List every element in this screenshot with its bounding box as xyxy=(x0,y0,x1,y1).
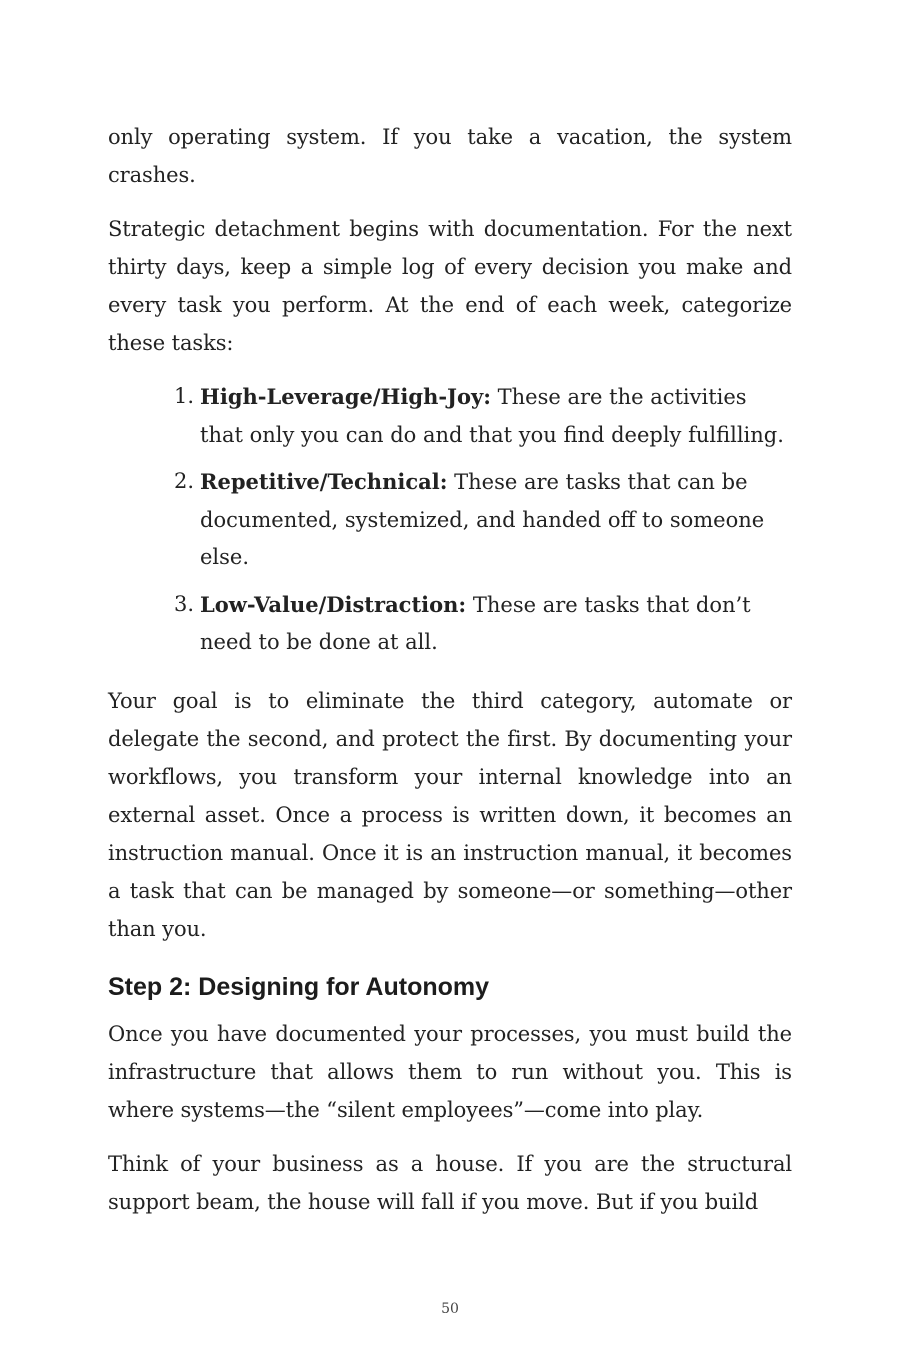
list-item-number: 3. xyxy=(174,591,195,616)
list-item-term: Low-Value/Distraction: xyxy=(200,591,467,617)
list-item-term: High-Leverage/High-Joy: xyxy=(200,384,491,409)
paragraph-infrastructure: Once you have documented your processes, you must build the infrastructure that allows them to run without you. This is where systems—the “silent employees”—come into play. xyxy=(108,1021,792,1122)
list-item-text: These are tasks that don’t need to be done at all. xyxy=(200,592,751,654)
list-item xyxy=(174,378,792,454)
paragraph-continuation: only operating system. If you take a vacation, the system crashes. xyxy=(108,125,792,187)
paragraph-house-metaphor: Think of your business as a house. If you are the structural support beam, the house will fall if you move. But if you build xyxy=(108,1151,792,1214)
list-item-text: These are the activities that only you can do and that you find deeply fulfilling. xyxy=(200,385,784,447)
list-item-text: These are tasks that can be documented, systemized, and handed off to someone else. xyxy=(200,470,765,569)
paragraph-documentation: Strategic detachment begins with documentation. For the next thirty days, keep a simple log of every decision you make and every task you perform. At the end of each week, categorize these tasks: xyxy=(108,217,792,355)
list-item-term: Repetitive/Technical: xyxy=(200,469,448,494)
task-category-list xyxy=(108,378,792,662)
section-heading: Step 2: Designing for Autonomy xyxy=(108,972,490,1001)
page-number: 50 xyxy=(441,1301,459,1317)
list-item-number: 1. xyxy=(174,384,195,408)
paragraph-goal: Your goal is to eliminate the third category, automate or delegate the second, and protect the first. By documenting your workflows, you transform your internal knowledge into an external asset. Once a process is written down, it becomes an instruction manual. Once it is an instruction manual, it becomes a task that can be managed by someone—or something—other than you. xyxy=(108,688,792,941)
list-item xyxy=(174,586,792,662)
list-item xyxy=(174,463,792,577)
list-item-number: 2. xyxy=(174,469,195,493)
